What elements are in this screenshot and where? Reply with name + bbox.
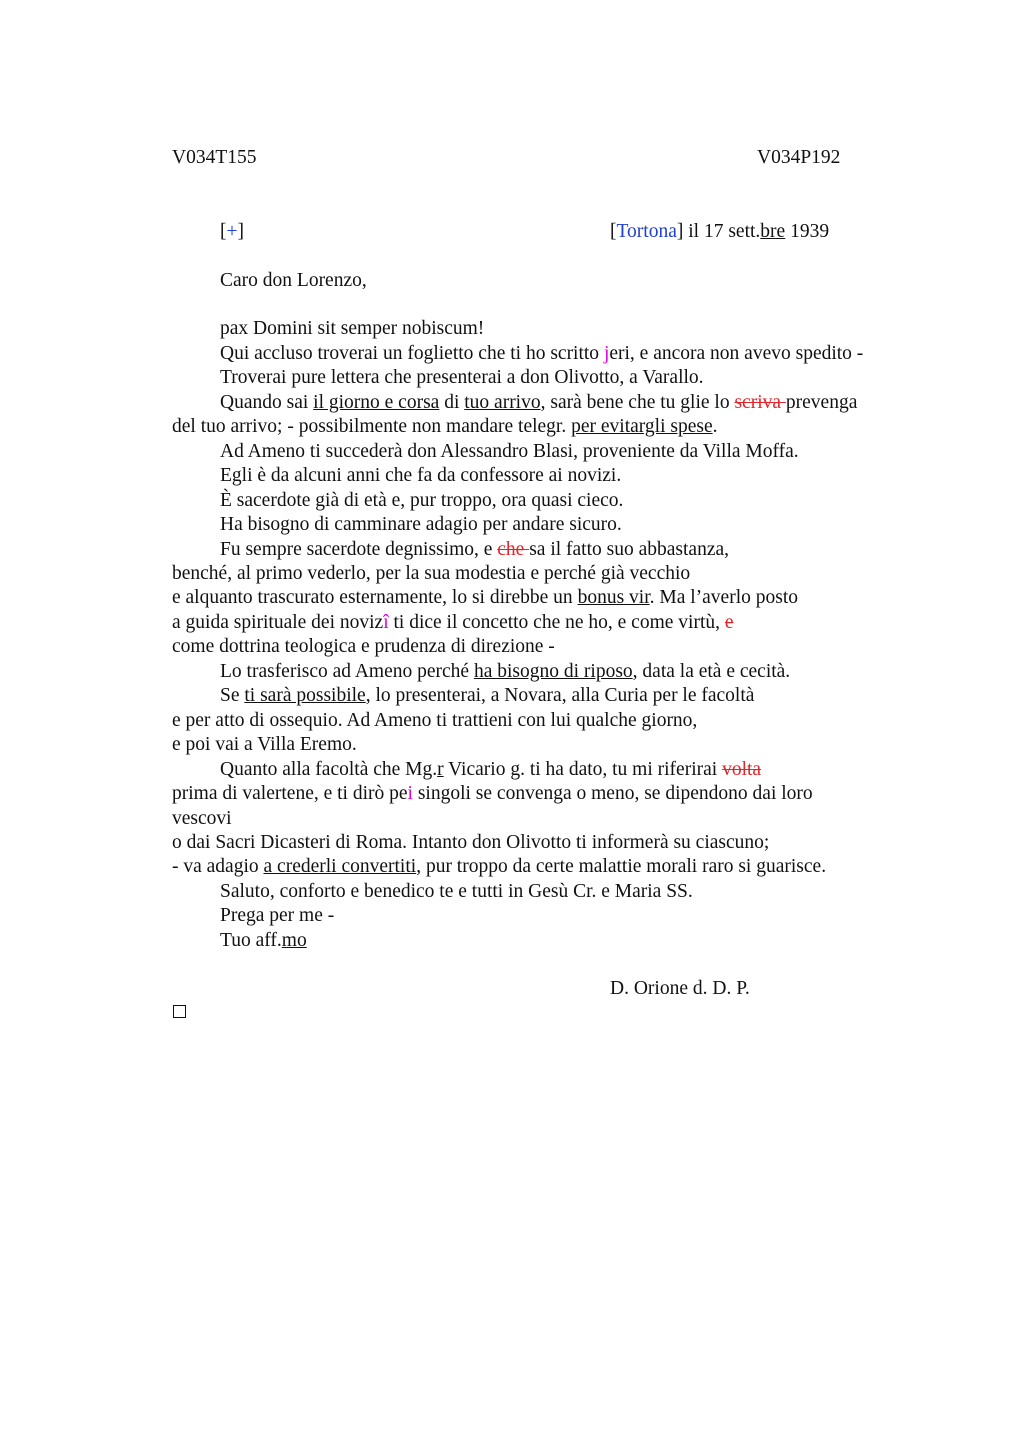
- letter-line: - va adagio a crederli convertiti, pur troppo da certe malattie morali raro si guarisce.: [172, 856, 827, 877]
- letter-line: vescovi: [172, 808, 232, 829]
- place-date: [Tortona] il 17 sett.bre 1939: [610, 221, 830, 242]
- letter-line: Egli è da alcuni anni che fa da confessore ai novizi.: [220, 465, 622, 486]
- letter-line: Ha bisogno di camminare adagio per andare sicuro.: [220, 514, 622, 535]
- deletion-mark: scriva: [734, 392, 786, 413]
- letter-line: prima di valertene, e ti dirò pei singoli se convenga o meno, se dipendono dai loro: [172, 783, 813, 804]
- insertion-mark: i: [407, 783, 413, 804]
- letter-line: Saluto, conforto e benedico te e tutti in Gesù Cr. e Maria SS.: [220, 881, 693, 902]
- salutation: Caro don Lorenzo,: [220, 270, 367, 291]
- letter-line: Ad Ameno ti succederà don Alessandro Blasi, proveniente da Villa Moffa.: [220, 441, 799, 462]
- letter-line: Se ti sarà possibile, lo presenterai, a Novara, alla Curia per le facoltà: [220, 685, 755, 706]
- place-name: Tortona: [616, 221, 677, 242]
- letter-line: Quanto alla facoltà che Mg.r Vicario g. ti ha dato, tu mi riferirai volta: [220, 759, 762, 780]
- letter-line: Quando sai il giorno e corsa di tuo arrivo, sarà bene che tu glie lo scriva prevenga: [220, 392, 858, 413]
- letter-line: Lo trasferisco ad Ameno perché ha bisogno di riposo, data la età e cecità.: [220, 661, 791, 682]
- end-box-mark: [173, 1005, 186, 1018]
- letter-line: a guida spirituale dei novizî ti dice il concetto che ne ho, e come virtù, e: [172, 612, 734, 633]
- letter-line: e poi vai a Villa Eremo.: [172, 734, 357, 755]
- cross-mark: [+]: [220, 221, 244, 242]
- letter-line: e alquanto trascurato esternamente, lo si direbbe un bonus vir. Ma l’averlo posto: [172, 587, 799, 608]
- deletion-mark: e: [724, 612, 734, 633]
- closing-line: Tuo aff.mo: [220, 930, 307, 951]
- letter-line: come dottrina teologica e prudenza di direzione -: [172, 636, 555, 657]
- document-code-left: V034T155: [172, 147, 257, 168]
- letter-line: o dai Sacri Dicasteri di Roma. Intanto don Olivotto ti informerà su ciascuno;: [172, 832, 770, 853]
- deletion-mark: volta: [722, 759, 762, 780]
- letter-line: Prega per me -: [220, 905, 335, 926]
- letter-line: È sacerdote già di età e, pur troppo, ora quasi cieco.: [220, 490, 624, 511]
- deletion-mark: che: [497, 539, 530, 560]
- insertion-mark: j: [603, 343, 610, 364]
- signature: D. Orione d. D. P.: [610, 978, 750, 999]
- insertion-mark: î: [383, 612, 389, 633]
- letter-line: benché, al primo vederlo, per la sua modestia e perché già vecchio: [172, 563, 691, 584]
- letter-line: Fu sempre sacerdote degnissimo, e che sa il fatto suo abbastanza,: [220, 539, 730, 560]
- letter-line: Qui accluso troverai un foglietto che ti ho scritto jeri, e ancora non avevo spedito -: [220, 343, 864, 364]
- letter-line: pax Domini sit semper nobiscum!: [220, 318, 485, 339]
- letter-line: del tuo arrivo; - possibilmente non mandare telegr. per evitargli spese.: [172, 416, 718, 437]
- document-code-right: V034P192: [757, 147, 841, 168]
- letter-line: Troverai pure lettera che presenterai a don Olivotto, a Varallo.: [220, 367, 704, 388]
- letter-line: e per atto di ossequio. Ad Ameno ti trattieni con lui qualche giorno,: [172, 710, 698, 731]
